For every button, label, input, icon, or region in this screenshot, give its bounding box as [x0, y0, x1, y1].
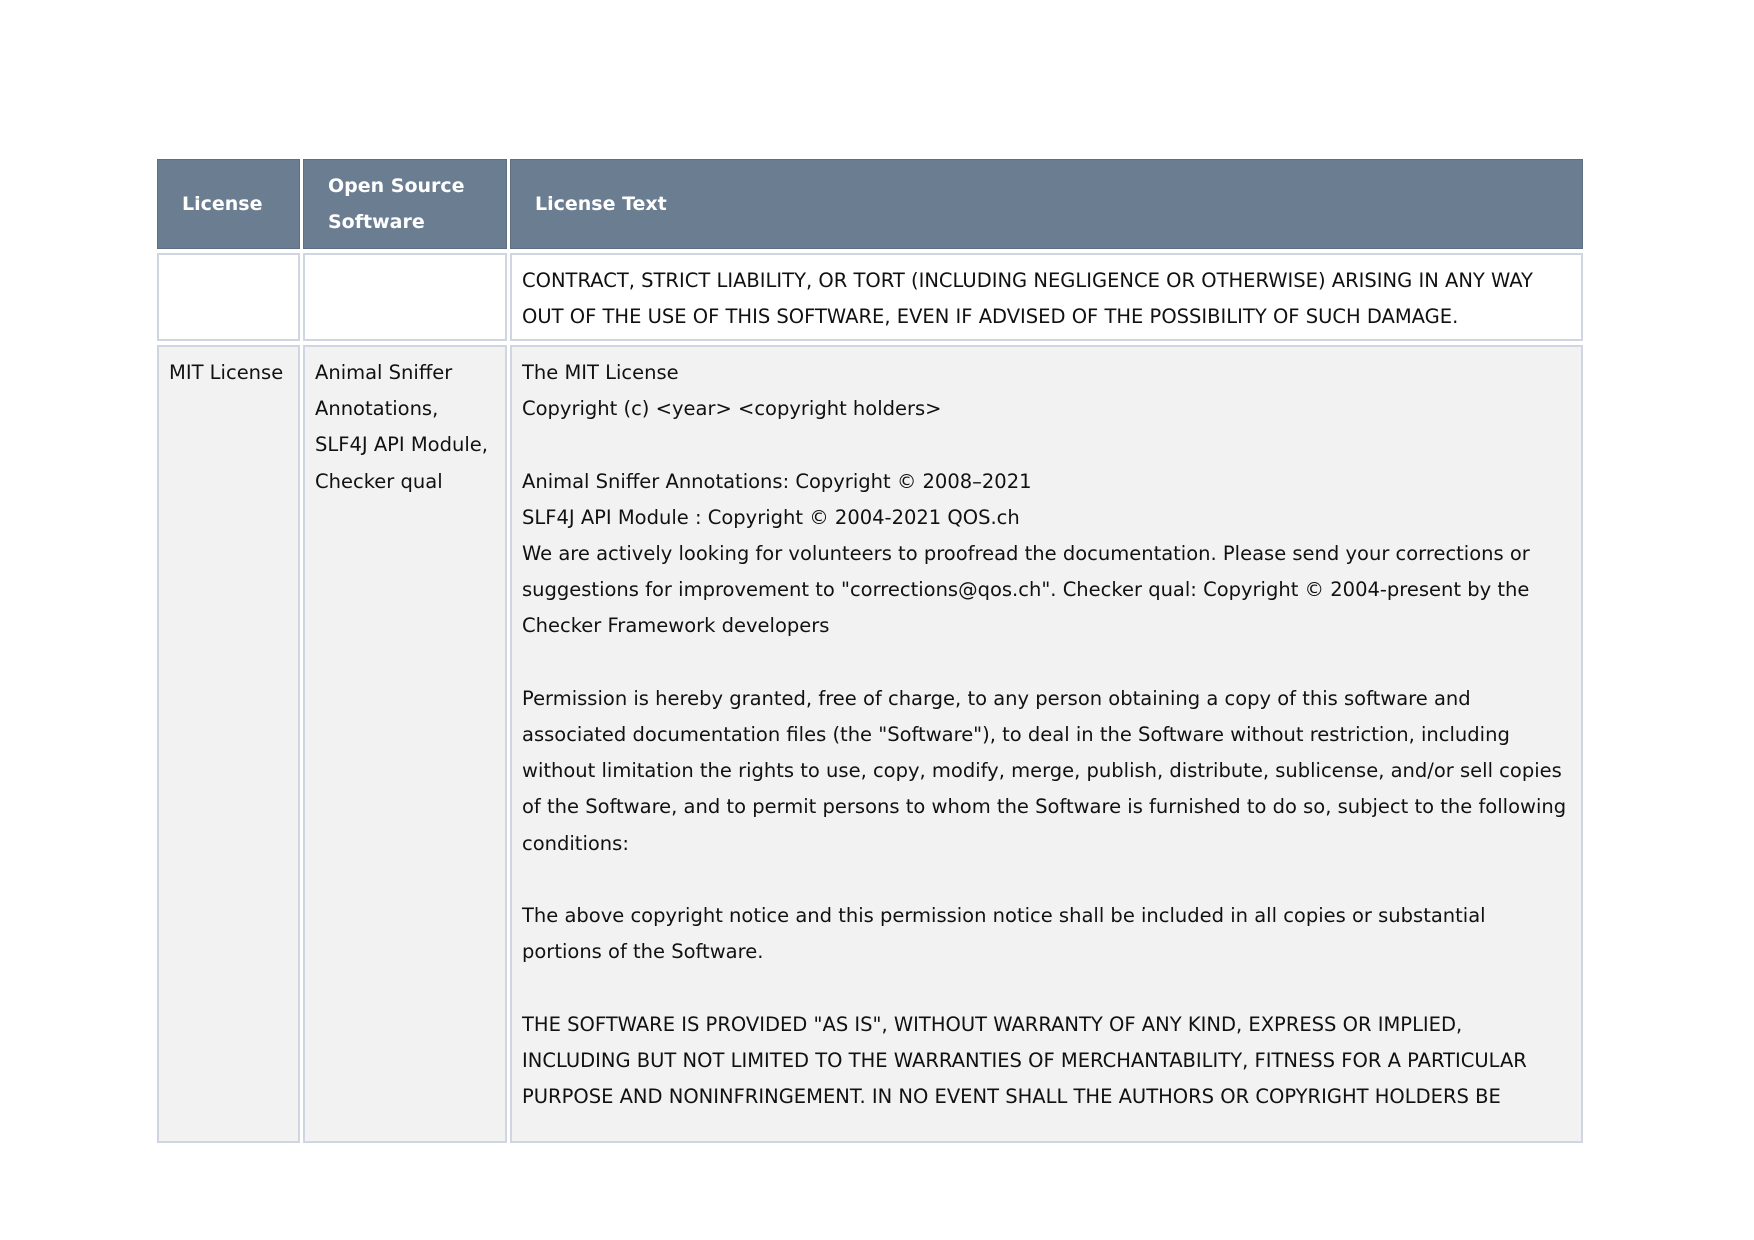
software-cell [303, 253, 507, 341]
table-row [157, 253, 1583, 341]
table-header-row [157, 159, 1583, 249]
software-cell: Animal Sniffer Annotations, SLF4J API Module, Checker qual [303, 345, 507, 1143]
blank-line [522, 862, 1571, 898]
license-text-line: Permission is hereby granted, free of charge, to any person obtaining a copy of this software and associated documentation files (the "Software"), to deal in the Software without restriction, including without limitation the rights to use, copy, modify, merge, publish, distribute, sublicense, and/or sell copies of the Software, and to permit persons to whom the Software is furnished to do so, subject to the following conditions: [522, 686, 1567, 855]
license-text-line: THE SOFTWARE IS PROVIDED "AS IS", WITHOUT WARRANTY OF ANY KIND, EXPRESS OR IMPLIED, INCLUDING BUT NOT LIMITED TO THE WARRANTIES OF MERCHANTABILITY, FITNESS FOR A PARTICULAR PURPOSE AND NONINFRINGEMENT. IN NO EVENT SHALL THE AUTHORS OR COPYRIGHT HOLDERS BE [522, 1012, 1527, 1108]
header-license-text: License Text [510, 159, 1583, 249]
license-text-cell [510, 345, 1583, 1143]
blank-line [522, 970, 1571, 1006]
header-license: License [157, 159, 300, 249]
license-text-line: SLF4J API Module : Copyright © 2004-2021 QOS.ch [522, 505, 1020, 529]
header-open-source-software: Open Source Software [303, 159, 507, 249]
license-text-line: CONTRACT, STRICT LIABILITY, OR TORT (INCLUDING NEGLIGENCE OR OTHERWISE) ARISING IN ANY WAY OUT OF THE USE OF THIS SOFTWARE, EVEN IF ADVISED OF THE POSSIBILITY OF SUCH DAMAGE. [522, 269, 1533, 329]
license-text-line: The above copyright notice and this permission notice shall be included in all copies or substantial portions of the Software. [522, 904, 1486, 964]
blank-line [522, 427, 1571, 463]
license-text-cell [510, 253, 1583, 341]
license-text-line: We are actively looking for volunteers to proofread the documentation. Please send your corrections or suggestions for improvement to "corrections@qos.ch". Checker qual: Copyright © 2004-present by the Checker Framework developers [522, 542, 1530, 638]
license-text-line: Copyright (c) <year> <copyright holders> [522, 397, 942, 421]
blank-line [522, 645, 1571, 681]
license-table [154, 155, 1586, 1147]
license-text-line: Animal Sniffer Annotations: Copyright © 2008–2021 [522, 469, 1032, 493]
table-row [157, 345, 1583, 1143]
license-text-line: The MIT License [522, 361, 679, 384]
license-cell: MIT License [157, 345, 300, 1143]
license-cell [157, 253, 300, 341]
